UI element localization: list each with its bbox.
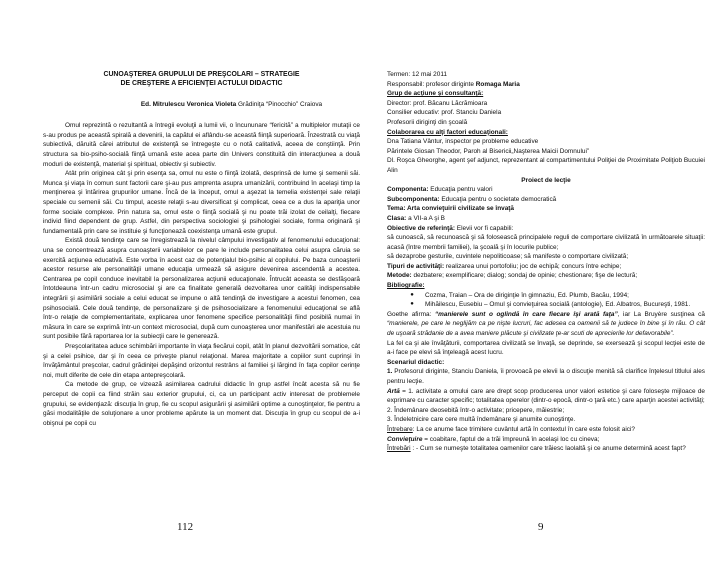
- paragraph-5: Ca metode de grup, ce vizează asimilarea cadrului didactic în grup astfel încât acesta să nu fie perceput de copii ca fiind străin sau exterior grupului, ci, ca un participant activ interesat de problemele grupului, se evidenţiază: discuţia în grup, fie cu scopul asigurării şi asimilării optime a cunoştinţelor, fie pentru a găsi modalităţile de soluţionare a unor probleme apărute la un moment dat. Discuţia în grup cu scopul de a-i obişnui pe copii cu: [43, 381, 360, 427]
- paragraph-3: Există două tendinţe care se înregistrează la nivelul câmpului investigativ al fenomenului educaţional: una se concentrează asupra cunoaşterii variabilelor ce pare le include personalitatea celui asupra căruia se exercită acţiunea educativă. Este vorba în acest caz de potenţialul bio-psihic al copilului. Pe baza cunoaşterii acestor resurse ale personalităţii umane educaţia urmează să asigure devenirea ascendentă a acestea. Centrarea pe copil conduce inevitabil la personalizarea acţiunii educaţionale. Întrucât aceasta se desfăşoară întotdeauna într-un cadru microsocial şi are ca finalitate generală dezvoltarea unor calităţi indispensabile integrării şi asimilării sociale a celui educat se impune o altă tendinţă de investigare a acestui fenomen, cea psihosocială. Cele două tendinţe, de personalizare şi de psihosocializare a fenomenului educaţional se află într-o relaţie de complementaritate, explicarea unor fenomene specifice personalităţii fiind posibilă numai în măsura în care se exprimă într-un context microsocial, după cum cunoaşterea unor manifestări ale acestuia nu sunt posibile fără raportarea lor la subiecţii care le generează.: [43, 237, 360, 341]
- invatare-paragraph: La fel ca şi ale învăţăturii, comportarea civilizată se învaţă, se deprinde, se exersează şi scopul lecţiei este de a-i face pe elevi să înţeleagă acest lucru.: [387, 339, 705, 357]
- metode-line: Metode: dezbatere; exemplificare; dialog; sondaj de opinie; chestionare; fişe de lectură;: [387, 272, 638, 280]
- colaborare-heading: Colaborarea cu alţi factori educaţionali:: [387, 128, 508, 136]
- left-page: [43, 70, 360, 428]
- arta-definition: Artă = 1. activitate a omului care are drept scop producerea unor valori estetice şi care foloseşte mijloace de exprimare cu caracter specific; totalitatea operelor (dintr-o epocă, dintr-o ţară etc.) care aparţin acestei activităţi;: [387, 387, 705, 405]
- bullet-icon: ●: [410, 301, 414, 308]
- grup-line-2: Consilier educativ: prof. Stanciu Daniela: [387, 109, 502, 117]
- author-line: [43, 100, 360, 110]
- field-componenta: Componenta: Educaţia pentru valori: [387, 186, 493, 194]
- intrebare-1: Întrebare: La ce anume face trimitere cuvântul artă în contextul în care este folosit aici?: [387, 425, 635, 433]
- field-subcomponenta: Subcomponenta: Educaţia pentru o societate democratică: [387, 195, 557, 203]
- grup-line-3: Profesorii diriginţi din şcoală: [387, 118, 468, 126]
- obiective-line: Obiective de referinţă: Elevii vor fi capabili:: [387, 224, 514, 232]
- termen-line: Termen: 12 mai 2011: [387, 71, 447, 78]
- colab-line-2: Părintele Giosan Theodor, Paroh al Bisericii„Naşterea Maicii Domnului”: [387, 147, 590, 155]
- proiect-title: Proiect de lecţie: [521, 176, 571, 184]
- paragraph-4: Preşcolaritatea aduce schimbări importante în viaţa fiecărui copil, atât în planul dezvoltării somatice, cât şi a celei psihice, dar şi în ceea ce priveşte planul relaţional. Marea majoritate a copiilor sunt cuprinşi în învăţământul preşcolar, cadrul grădiniţei depăşind orizontul restrâns al familiei şi lărgind în faţa copilor cerinţe noi, mult diferite de cele din etapa antepreşcolară.: [43, 342, 360, 379]
- paragraph-1: Omul reprezintă o rezultantă a întregii evoluţii a lumii vii, o încununare “fericită” a multiplelor mutaţii ce s-au produs pe această spirală a devenirii, la capătul ei aflându-se această fiinţă superioară. Înzestrată cu viaţă subiectivă, dăruită cărei atributul de existenţă se întregeşte cu o notă calitativă, aceea de conştiinţă. Prin structura sa bio-psiho-socială fiinţă umană este acea parte din Univers constituită din interacţiunea a două moduri de existenţă, material şi spiritual, obiectiv şi subiectiv.: [43, 122, 360, 168]
- tipuri-line: Tipuri de activităţi: realizarea unui portofoliu; joc de echipă; concurs între echipe;: [387, 262, 622, 270]
- convietuire-definition: Convieţuire = coabitare, faptul de a trăi împreună în acelaşi loc cu cineva;: [387, 435, 600, 443]
- grup-line-1: Director: prof. Băcanu Lăcrămioara: [387, 99, 488, 107]
- bibliografie-heading: Bibliografie:: [387, 282, 425, 290]
- field-clasa: Clasa: a VII-a A şi B: [387, 214, 445, 222]
- obiectiv-2: să dezaprobe gesturile, cuvintele nepoliticoase; să manifeste o comportare civilizată;: [387, 253, 629, 261]
- article-title-line-1: CUNOAŞTEREA GRUPULUI DE PREŞCOLARI – STRATEGIE: [103, 71, 300, 78]
- colab-line-1: Dna Tatiana Vântur, inspector pe probleme educative: [387, 138, 539, 146]
- obiectiv-1: să cunoască, să recunoască şi să folosească principalele reguli de comportare civilizată în următoarele situaţii: acasă (între membrii familiei), la şcoală şi în locurile publice;: [387, 234, 705, 251]
- field-tema: Tema: Arta convieţuirii civilizate se învaţă: [387, 205, 515, 213]
- article-title-line-2: DE CREŞTERE A EFICIENŢEI ACTULUI DIDACTIC: [120, 80, 283, 88]
- paragraph-2: Atât prin originea cât şi prin esenţa sa, omul nu este o fiinţă izolată, desprinsă de lume şi semenii săi. Munca şi viaţa în comun sunt factorii care şi-au pus amprenta asupra umanizării, contribuind în acelaşi timp la menţinerea şi întărirea grupurilor umane. Încă de la început, omul a aşezat la temelia existenţei sale relaţii speciale cu semenii săi. Cu timpul, aceste relaţii s-au diversificat şi complicat, ceea ce a dus la apariţia unor forme sociale complexe. Prin natura sa, omul este o fiinţă socială şi nu poate trăi izolat de ceilalţi, fiecare individ fiind dependent de grup. Astfel, din perspectiva sociologiei şi psihologiei sociale, forma originară şi fundamentală prin care se instituie şi funcţionează coexistenţa umană este grupul.: [43, 170, 360, 235]
- step-1: 1. Profesorul diriginte, Stanciu Daniela, îi provoacă pe elevii la o discuţie menită să clarifice înţelesul titlului ales pentru lecţie.: [387, 368, 705, 385]
- arta-definition-3: 3. Îndeletnicire care cere multă îndemânare şi anumite cunoştinţe.: [387, 416, 576, 424]
- grup-heading: Grup de acţiune şi consultanţă:: [387, 90, 484, 98]
- scenariul-heading: Scenariul didactic:: [387, 358, 445, 366]
- right-page: [387, 70, 705, 454]
- bibliografie-item: ● Mihăilescu, Eusebiu – Omul şi convieţuirea socială (antologie), Ed. Albatros, Bucureşti, 1981.: [387, 300, 705, 310]
- page-number-left: 112: [177, 521, 194, 533]
- author-affiliation: Grădiniţa “Pinocchio” Craiova: [238, 101, 323, 109]
- colab-line-3: Dl. Roşca Gheorghe, agent şef adjunct, reprezentant al compartimentului Poliţiei de Proximitate Poliţiob Bucuiei Alin: [387, 157, 705, 174]
- bullet-icon: ●: [410, 291, 414, 298]
- goethe-paragraph: Goethe afirma: “manierele sunt o oglindă în care fiecare îşi arată faţa”, iar La Bruyère susţinea că “manierele, pe care le neglijăm ca pe nişte lucruri, fac adesea ca oamenii să te judece în bine şi în rău. O cât de uşoară strădanie de a avea maniere plăcute şi civilizate ţe-ar scuti de aprecierile lor defavorabile”.: [387, 310, 705, 338]
- author-name: Ed. Mitrulescu Veronica Violeta: [140, 101, 237, 109]
- bibliografie-item: ● Cozma, Traian – Ora de diriginţie în gimnaziu, Ed. Plumb, Bacău, 1994;: [387, 291, 705, 301]
- intrebare-2: Întrebări : - Cum se numeşte totalitatea oamenilor care trăiesc laolaltă şi ce anume determină acest fapt?: [387, 445, 686, 453]
- page-number-right: 9: [538, 521, 544, 533]
- arta-definition-2: 2. Îndemânare deosebită într-o activitate; pricepere, măiestrie;: [387, 406, 565, 414]
- responsabil-line: Responsabil: profesor diriginte Romaga Maria: [387, 80, 520, 88]
